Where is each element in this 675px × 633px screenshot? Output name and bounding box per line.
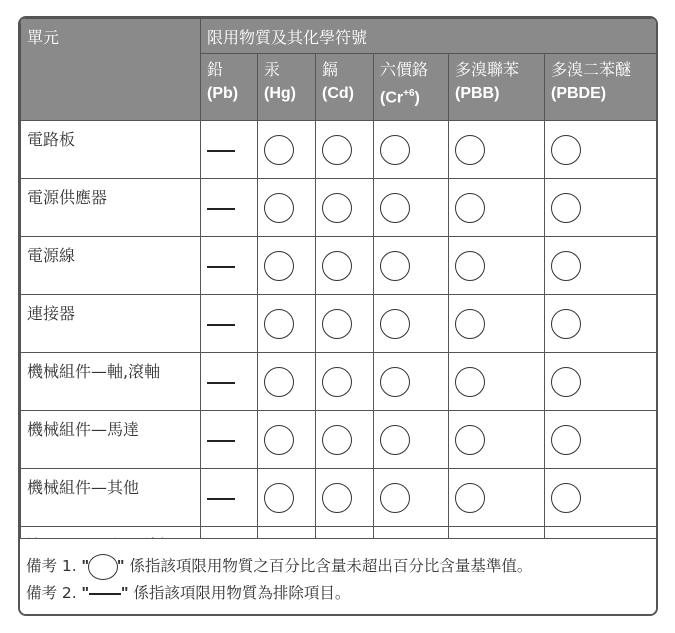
circle-mark-icon xyxy=(380,483,410,513)
mark-cell xyxy=(449,411,545,469)
note-2 xyxy=(26,580,656,607)
restricted-substances-table xyxy=(20,18,657,585)
circle-mark-icon xyxy=(455,483,485,513)
circle-mark-icon xyxy=(322,483,352,513)
substance-header-1 xyxy=(258,54,316,121)
substance-name: 六價鉻 xyxy=(380,60,429,79)
substance-name: 汞 xyxy=(264,60,281,79)
table-row xyxy=(21,237,657,295)
substance-symbol xyxy=(551,82,656,106)
circle-mark-icon xyxy=(264,135,294,165)
circle-mark-icon xyxy=(455,135,485,165)
unit-name-cell: 機械組件—馬達 xyxy=(21,411,201,469)
mark-cell xyxy=(374,469,449,527)
mark-cell xyxy=(201,179,258,237)
dash-mark-icon xyxy=(207,150,235,152)
note-2-text: 係指該項限用物質為排除項目。 xyxy=(133,584,351,602)
mark-cell xyxy=(545,179,657,237)
substance-header-0 xyxy=(201,54,258,121)
circle-mark-icon xyxy=(455,193,485,223)
substance-header-4 xyxy=(449,54,545,121)
note-1-open-quote: " xyxy=(81,558,90,575)
table-row xyxy=(21,179,657,237)
mark-cell xyxy=(258,121,316,179)
substance-symbol-superscript: +6 xyxy=(403,88,415,99)
mark-cell xyxy=(201,237,258,295)
unit-name-cell: 機械組件—其他 xyxy=(21,469,201,527)
notes-section xyxy=(20,538,656,616)
circle-mark-icon xyxy=(322,135,352,165)
mark-cell xyxy=(316,469,374,527)
mark-cell xyxy=(374,179,449,237)
mark-cell xyxy=(201,295,258,353)
unit-name-cell: 電源供應器 xyxy=(21,179,201,237)
mark-cell xyxy=(316,121,374,179)
dash-symbol-icon xyxy=(89,593,121,595)
mark-cell xyxy=(258,353,316,411)
mark-cell xyxy=(374,411,449,469)
substance-symbol-text: (PBDE) xyxy=(551,85,607,102)
note-2-prefix: 備考 2. xyxy=(26,584,77,602)
substance-name: 鎘 xyxy=(322,60,339,79)
circle-mark-icon xyxy=(322,425,352,455)
circle-mark-icon xyxy=(380,425,410,455)
table-row xyxy=(21,121,657,179)
table-row xyxy=(21,411,657,469)
mark-cell xyxy=(545,469,657,527)
substance-symbol-text: (Pb) xyxy=(207,85,239,102)
mark-cell xyxy=(374,295,449,353)
substance-name: 多溴二苯醚 xyxy=(551,60,632,79)
dash-mark-icon xyxy=(207,208,235,210)
circle-mark-icon xyxy=(551,483,581,513)
note-2-open-quote: " xyxy=(81,585,90,602)
mark-cell xyxy=(316,411,374,469)
circle-mark-icon xyxy=(264,483,294,513)
unit-name-cell: 電源線 xyxy=(21,237,201,295)
mark-cell xyxy=(258,179,316,237)
table-body xyxy=(21,121,657,585)
circle-mark-icon xyxy=(322,367,352,397)
substance-name: 鉛 xyxy=(207,60,224,79)
circle-mark-icon xyxy=(264,425,294,455)
mark-cell xyxy=(316,237,374,295)
circle-mark-icon xyxy=(455,425,485,455)
substance-header-3 xyxy=(374,54,449,121)
substances-group-header: 限用物質及其化學符號 xyxy=(201,19,657,54)
note-1-prefix: 備考 1. xyxy=(26,557,77,575)
circle-mark-icon xyxy=(551,251,581,281)
circle-mark-icon xyxy=(380,193,410,223)
substance-symbol xyxy=(455,82,544,106)
circle-mark-icon xyxy=(380,251,410,281)
substance-symbol-text: (Hg) xyxy=(264,85,296,102)
mark-cell xyxy=(201,353,258,411)
circle-mark-icon xyxy=(455,309,485,339)
substance-header-2 xyxy=(316,54,374,121)
mark-cell xyxy=(374,237,449,295)
circle-mark-icon xyxy=(551,367,581,397)
unit-name-cell: 連接器 xyxy=(21,295,201,353)
substance-symbol xyxy=(207,82,257,106)
substance-symbol xyxy=(380,82,448,110)
circle-mark-icon xyxy=(264,193,294,223)
circle-mark-icon xyxy=(455,251,485,281)
substance-symbol-text: (Cr xyxy=(380,89,404,107)
header-row-top xyxy=(21,19,657,54)
mark-cell xyxy=(545,295,657,353)
note-1 xyxy=(26,553,656,580)
note-1-close-quote: " xyxy=(117,558,125,575)
mark-cell xyxy=(201,411,258,469)
dash-mark-icon xyxy=(207,266,235,268)
mark-cell xyxy=(201,469,258,527)
substance-symbol xyxy=(264,82,315,106)
substance-header-5 xyxy=(545,54,657,121)
mark-cell xyxy=(374,121,449,179)
mark-cell xyxy=(201,121,258,179)
note-1-text: 係指該項限用物質之百分比含量未超出百分比含量基準值。 xyxy=(129,557,533,575)
unit-name-cell: 機械組件—軸,滾軸 xyxy=(21,353,201,411)
substance-symbol-end: ) xyxy=(414,89,420,107)
mark-cell xyxy=(449,353,545,411)
note-2-close-quote: " xyxy=(121,585,129,602)
circle-mark-icon xyxy=(322,193,352,223)
substance-symbol xyxy=(322,82,373,106)
dash-mark-icon xyxy=(207,498,235,500)
mark-cell xyxy=(449,179,545,237)
unit-header: 單元 xyxy=(21,19,201,121)
mark-cell xyxy=(316,295,374,353)
circle-mark-icon xyxy=(322,251,352,281)
dash-mark-icon xyxy=(207,324,235,326)
mark-cell xyxy=(449,295,545,353)
mark-cell xyxy=(258,237,316,295)
circle-mark-icon xyxy=(380,135,410,165)
mark-cell xyxy=(545,353,657,411)
circle-mark-icon xyxy=(380,309,410,339)
mark-cell xyxy=(258,411,316,469)
substance-symbol-text: (Cd) xyxy=(322,85,354,102)
circle-mark-icon xyxy=(264,309,294,339)
mark-cell xyxy=(449,469,545,527)
substance-name: 多溴聯苯 xyxy=(455,60,520,79)
circle-mark-icon xyxy=(551,193,581,223)
mark-cell xyxy=(545,411,657,469)
mark-cell xyxy=(545,121,657,179)
mark-cell xyxy=(316,353,374,411)
circle-symbol-icon xyxy=(88,554,118,580)
table-row xyxy=(21,469,657,527)
circle-mark-icon xyxy=(551,425,581,455)
unit-name-cell: 電路板 xyxy=(21,121,201,179)
circle-mark-icon xyxy=(322,309,352,339)
circle-mark-icon xyxy=(264,367,294,397)
table-row xyxy=(21,295,657,353)
circle-mark-icon xyxy=(551,135,581,165)
circle-mark-icon xyxy=(551,309,581,339)
circle-mark-icon xyxy=(264,251,294,281)
rohs-declaration-table-frame xyxy=(18,16,658,616)
circle-mark-icon xyxy=(380,367,410,397)
table-row xyxy=(21,353,657,411)
mark-cell xyxy=(374,353,449,411)
mark-cell xyxy=(258,469,316,527)
substance-symbol-text: (PBB) xyxy=(455,85,500,102)
mark-cell xyxy=(258,295,316,353)
mark-cell xyxy=(316,179,374,237)
circle-mark-icon xyxy=(455,367,485,397)
mark-cell xyxy=(449,121,545,179)
mark-cell xyxy=(545,237,657,295)
dash-mark-icon xyxy=(207,440,235,442)
dash-mark-icon xyxy=(207,382,235,384)
mark-cell xyxy=(449,237,545,295)
